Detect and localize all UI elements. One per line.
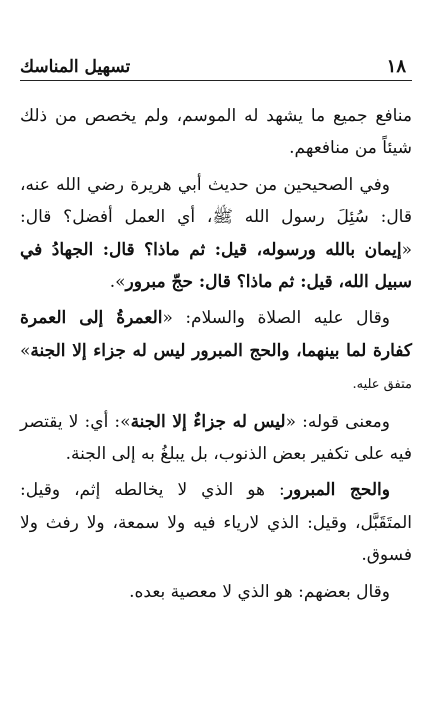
text-segment: ». xyxy=(109,272,126,293)
text-segment: منافع جميع ما يشهد له الموسم، ولم يخصص من ذلك شيئاً من منافعهم. xyxy=(20,106,412,159)
bold-text-segment: والحج المبرور xyxy=(284,480,390,501)
text-segment: » xyxy=(20,340,31,361)
text-segment: ومعنى قوله: « xyxy=(285,411,390,432)
text-segment: وقال عليه الصلاة والسلام: « xyxy=(162,308,390,329)
text-segment: وقال بعضهم: هو الذي لا معصية بعده. xyxy=(129,581,390,602)
page-number: ١٨ xyxy=(386,56,406,77)
body-paragraph xyxy=(20,100,412,165)
body-paragraph xyxy=(20,302,412,401)
text-segment: »: أي: لا يقتصر فيه على تكفير بعض الذنوب، بل يبلغُ به إلى الجنة. xyxy=(20,411,412,465)
bold-text-segment: إيمان بالله ورسوله، قيل: ثم ماذا؟ قال: الجهادُ في سبيل الله، قيل: ثم ماذا؟ قال: حجّ مبرور xyxy=(20,239,412,293)
page-body xyxy=(20,100,412,612)
text-segment: : هو الذي لا يخالطه إثم، وقيل: المتَقَبَّل، وقيل: الذي لارياء فيه ولا سمعة، ولا رفث ولا فسوق. xyxy=(20,480,412,566)
running-title: تسهيل المناسك xyxy=(20,57,131,77)
bold-text-segment: العمرةُ إلى العمرة كفارة لما بينهما، والحج المبرور ليس له جزاء إلا الجنة xyxy=(20,308,412,361)
body-paragraph xyxy=(20,576,412,608)
body-paragraph xyxy=(20,406,412,471)
body-paragraph xyxy=(20,474,412,571)
body-paragraph xyxy=(20,169,412,299)
text-segment: وفي الصحيحين من حديث أبي هريرة رضي الله عنه، قال: سُئِلَ رسول الله ﷺ، أي العمل أفضل؟ قال: « xyxy=(20,174,412,260)
bold-text-segment: ليس له جزاءٌ إلا الجنة xyxy=(130,411,286,432)
citation-note: متفق عليه. xyxy=(352,377,412,393)
page-header xyxy=(20,44,412,81)
